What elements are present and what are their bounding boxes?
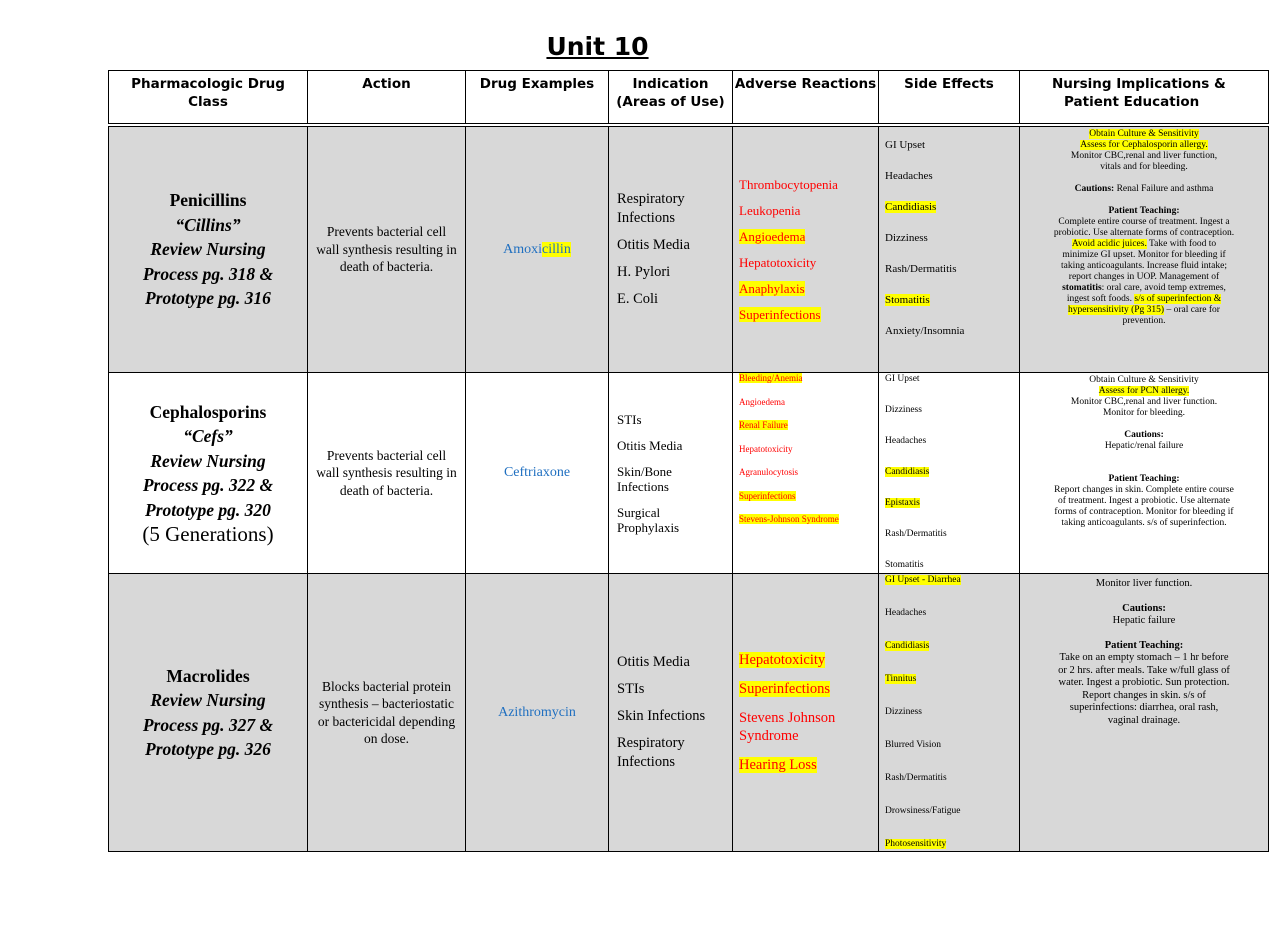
adverse-reactions-cell [733, 127, 879, 373]
side-effect-item: Stomatitis [885, 560, 924, 570]
adverse-item: Leukopenia [739, 202, 801, 218]
indication-item: Otitis Media [617, 237, 690, 253]
header-nursing [1020, 71, 1269, 124]
side-effect-item: GI Upset [885, 374, 920, 384]
table-row-cephalosporins [109, 373, 1269, 574]
class-name: Cephalosporins [149, 401, 267, 422]
nursing-line: Monitor CBC,renal and liver function. [1070, 397, 1218, 407]
side-effect-item: Drowsiness/Fatigue [885, 806, 961, 816]
nursing-line [1020, 283, 1268, 294]
side-effect-item: Headaches [885, 608, 927, 618]
nursing-line [1020, 140, 1268, 151]
nursing-line: forms of contraception. Monitor for bleeding if [1054, 507, 1234, 517]
side-effect-highlight: GI Upset - Diarrhea [885, 575, 961, 585]
nursing-highlight: hypersensitivity (Pg 315) [1068, 305, 1165, 315]
drug-example-cell: Azithromycin [466, 574, 609, 852]
side-effect-item [885, 466, 1019, 479]
adverse-item [739, 680, 878, 698]
nursing-line: Hepatic/renal failure [1104, 441, 1184, 451]
nursing-line: Obtain Culture & Sensitivity [1089, 375, 1199, 385]
adverse-item [739, 651, 878, 669]
side-effect-item: Dizziness [885, 405, 922, 415]
side-effect-item [885, 201, 1019, 214]
adverse-item [739, 514, 878, 525]
nursing-line [1020, 305, 1268, 316]
nursing-cell [1020, 574, 1269, 852]
adverse-highlight: Superinfections [739, 490, 796, 501]
indication-item: Respiratory Infections [617, 191, 685, 226]
nursing-text: – oral care for [1164, 305, 1220, 315]
nursing-line: probiotic. Use alternate forms of contraception. [1053, 228, 1235, 238]
class-reference-3: Prototype pg. 326 [145, 739, 271, 759]
side-effect-item: Headaches [885, 170, 933, 182]
nursing-line [1020, 294, 1268, 305]
nursing-label: Cautions: [1122, 602, 1166, 614]
header-side-effects [879, 71, 1020, 124]
indication-cell [609, 373, 733, 574]
side-effect-highlight: Candidiasis [885, 467, 930, 477]
nursing-line [1020, 640, 1268, 653]
drug-table [108, 70, 1269, 852]
nursing-label: Patient Teaching: [1104, 639, 1184, 651]
side-effect-item: Blurred Vision [885, 740, 941, 750]
header-drug-class [109, 71, 308, 124]
indication-item: Respiratory Infections [617, 735, 685, 770]
header-adverse-text: Adverse Reactions [734, 76, 877, 92]
adverse-item [739, 756, 878, 774]
nursing-line [1020, 474, 1268, 485]
nursing-highlight: Avoid acidic juices. [1071, 239, 1147, 249]
adverse-item: Hepatotoxicity [739, 443, 793, 454]
adverse-reactions-cell [733, 373, 879, 574]
nursing-cell [1020, 373, 1269, 574]
class-nickname: “Cillins” [175, 214, 241, 235]
class-reference-2: Process pg. 327 & [142, 714, 274, 735]
nursing-highlight: Assess for Cephalosporin allergy. [1080, 140, 1208, 150]
drug-class-cell [109, 574, 308, 852]
nursing-line: Monitor CBC,renal and liver function, [1070, 151, 1218, 161]
header-drug-class-text: Pharmacologic Drug Class [131, 76, 285, 110]
drug-name-highlight: cillin [542, 241, 571, 257]
nursing-label: Cautions: [1074, 184, 1115, 194]
side-effect-item: Rash/Dermatitis [885, 773, 947, 783]
side-effect-highlight: Tinnitus [885, 674, 917, 684]
adverse-item: Angioedema [739, 396, 785, 407]
nursing-line: of treatment. Ingest a probiotic. Use alternate [1058, 496, 1230, 506]
side-effect-item: Anxiety/Insomnia [885, 325, 965, 337]
adverse-highlight: Renal Failure [739, 420, 788, 430]
indication-item: Surgical Prophylaxis [617, 504, 680, 535]
adverse-item [739, 307, 878, 323]
adverse-reactions-cell [733, 574, 879, 852]
adverse-highlight: Anaphylaxis [739, 280, 805, 296]
header-drug-examples [466, 71, 609, 124]
indication-item: Skin/Bone Infections [617, 463, 672, 494]
class-name: Macrolides [166, 665, 250, 686]
nursing-line: vitals and for bleeding. [1100, 162, 1188, 172]
nursing-text: Renal Failure and asthma [1116, 184, 1214, 194]
indication-cell [609, 574, 733, 852]
side-effect-item: Dizziness [885, 707, 922, 717]
header-side-effects-text: Side Effects [904, 76, 994, 92]
side-effects-cell [879, 127, 1020, 373]
nursing-highlight: s/s of superinfection & [1134, 294, 1222, 304]
side-effect-item: GI Upset [885, 139, 926, 151]
adverse-highlight: Superinfections [739, 681, 831, 697]
side-effect-item [885, 294, 1019, 307]
nursing-line: Take on an empty stomach – 1 hr before [1059, 652, 1229, 663]
nursing-cell [1020, 127, 1269, 373]
header-action-text: Action [362, 76, 411, 92]
adverse-item: Hepatotoxicity [739, 254, 817, 270]
nursing-line: Monitor for bleeding. [1102, 408, 1186, 418]
side-effects-cell [879, 373, 1020, 574]
drug-class-cell [109, 373, 308, 574]
nursing-line [1020, 184, 1268, 195]
indication-item: E. Coli [617, 291, 659, 307]
indication-item: Skin Infections [617, 708, 706, 724]
action-cell: Blocks bacterial protein synthesis – bacteriostatic or bactericidal depending on dose. [308, 574, 466, 852]
adverse-item: Thrombocytopenia [739, 176, 838, 192]
drug-example-cell [466, 127, 609, 373]
side-effect-highlight: Photosensitivity [885, 839, 947, 849]
indication-item: Otitis Media [617, 437, 683, 453]
nursing-line: minimize GI upset. Monitor for bleeding if [1062, 250, 1226, 260]
nursing-line [1020, 129, 1268, 140]
side-effect-item [885, 673, 1019, 686]
adverse-item [739, 420, 878, 431]
nursing-line [1020, 386, 1268, 397]
header-drug-examples-text: Drug Examples [479, 76, 595, 92]
adverse-highlight: Hepatotoxicity [739, 652, 826, 668]
class-generations: (5 Generations) [142, 522, 274, 546]
header-action [308, 71, 466, 124]
adverse-item [739, 281, 878, 297]
nursing-text: ingest soft foods. [1066, 294, 1132, 304]
adverse-item [739, 373, 878, 384]
nursing-label: Cautions: [1124, 430, 1164, 440]
class-reference-3: Prototype pg. 316 [145, 288, 271, 309]
header-indication-text: Indication [632, 76, 709, 92]
side-effect-highlight: Candidiasis [885, 201, 937, 213]
class-reference-1: Review Nursing [150, 239, 266, 260]
indication-cell [609, 127, 733, 373]
class-reference-3: Prototype pg. 320 [145, 499, 271, 520]
nursing-line: Complete entire course of treatment. Ingest a [1058, 217, 1230, 227]
table-row-penicillins [109, 127, 1269, 373]
drug-example-cell: Ceftriaxone [466, 373, 609, 574]
adverse-highlight: Superinfections [739, 306, 821, 322]
side-effect-item [885, 574, 1019, 587]
side-effect-item: Rash/Dermatitis [885, 529, 947, 539]
nursing-line [1020, 239, 1268, 250]
nursing-highlight: Obtain Culture & Sensitivity [1089, 129, 1199, 139]
adverse-highlight: Bleeding/Anemia [739, 373, 803, 383]
indication-item: STIs [617, 411, 642, 427]
side-effects-cell [879, 574, 1020, 852]
header-nursing-sub: Patient Education [1064, 94, 1200, 110]
side-effect-item [885, 838, 1019, 851]
nursing-line [1020, 430, 1268, 441]
adverse-highlight: Stevens-Johnson Syndrome [739, 514, 839, 524]
nursing-line [1020, 603, 1268, 616]
nursing-line: report changes in UOP. Management of [1068, 272, 1220, 282]
side-effect-item: Rash/Dermatitis [885, 263, 957, 275]
table-row-macrolides [109, 574, 1269, 852]
nursing-highlight: Assess for PCN allergy. [1098, 386, 1190, 396]
nursing-line: vaginal drainage. [1107, 714, 1181, 726]
document-title: Unit 10 [546, 32, 649, 61]
header-nursing-text: Nursing Implications & [1052, 76, 1226, 92]
class-reference-2: Process pg. 318 & [142, 263, 274, 284]
side-effect-item [885, 640, 1019, 653]
header-indication-sub: (Areas of Use) [616, 94, 725, 110]
drug-name-part: Amoxi [503, 241, 543, 257]
class-reference-1: Review Nursing [150, 690, 266, 710]
indication-item: H. Pylori [617, 264, 671, 280]
nursing-text: Take with food to [1149, 239, 1217, 249]
nursing-line: Report changes in skin. s/s of [1082, 689, 1206, 701]
class-reference-1: Review Nursing [150, 450, 266, 471]
side-effect-item: Headaches [885, 436, 927, 446]
adverse-item [739, 229, 878, 245]
nursing-line: taking anticoagulants. Increase fluid intake; [1061, 261, 1227, 271]
header-indication [609, 71, 733, 124]
indication-item: Otitis Media [617, 654, 690, 670]
class-nickname: “Cefs” [183, 426, 233, 446]
adverse-highlight: Angioedema [739, 228, 806, 244]
nursing-line: or 2 hrs. after meals. Take w/full glass of [1058, 664, 1230, 676]
side-effect-highlight: Candidiasis [885, 641, 930, 651]
class-reference-2: Process pg. 322 & [142, 475, 274, 495]
action-cell: Prevents bacterial cell wall synthesis resulting in death of bacteria. [308, 127, 466, 373]
side-effect-highlight: Epistaxis [885, 498, 920, 508]
nursing-line: Monitor liver function. [1095, 578, 1193, 589]
nursing-line: taking anticoagulants. s/s of superinfection. [1061, 518, 1227, 528]
side-effect-highlight: Stomatitis [885, 294, 930, 306]
action-cell: Prevents bacterial cell wall synthesis resulting in death of bacteria. [308, 373, 466, 574]
nursing-line: superinfections: diarrhea, oral rash, [1069, 702, 1219, 713]
nursing-line: water. Ingest a probiotic. Sun protection. [1058, 677, 1230, 688]
indication-item: STIs [617, 681, 645, 697]
drug-table-container [108, 70, 1235, 849]
nursing-label: Patient Teaching: [1108, 474, 1180, 484]
nursing-text: : oral care, avoid temp extremes, [1101, 283, 1226, 293]
adverse-item: Stevens Johnson Syndrome [739, 710, 836, 744]
nursing-line [1020, 206, 1268, 217]
nursing-line: Hepatic failure [1112, 615, 1176, 626]
header-row [109, 71, 1269, 124]
class-name: Penicillins [169, 190, 247, 211]
nursing-label: Patient Teaching: [1108, 206, 1180, 216]
adverse-item: Agranulocytosis [739, 467, 798, 477]
nursing-line: Report changes in skin. Complete entire course [1054, 485, 1234, 495]
header-adverse-reactions [733, 71, 879, 124]
drug-class-cell [109, 127, 308, 373]
nursing-label: stomatitis [1062, 283, 1102, 293]
adverse-highlight: Hearing Loss [739, 757, 817, 773]
nursing-line: prevention. [1122, 316, 1166, 326]
side-effect-item: Dizziness [885, 232, 928, 244]
adverse-item [739, 491, 878, 502]
side-effect-item [885, 497, 1019, 510]
